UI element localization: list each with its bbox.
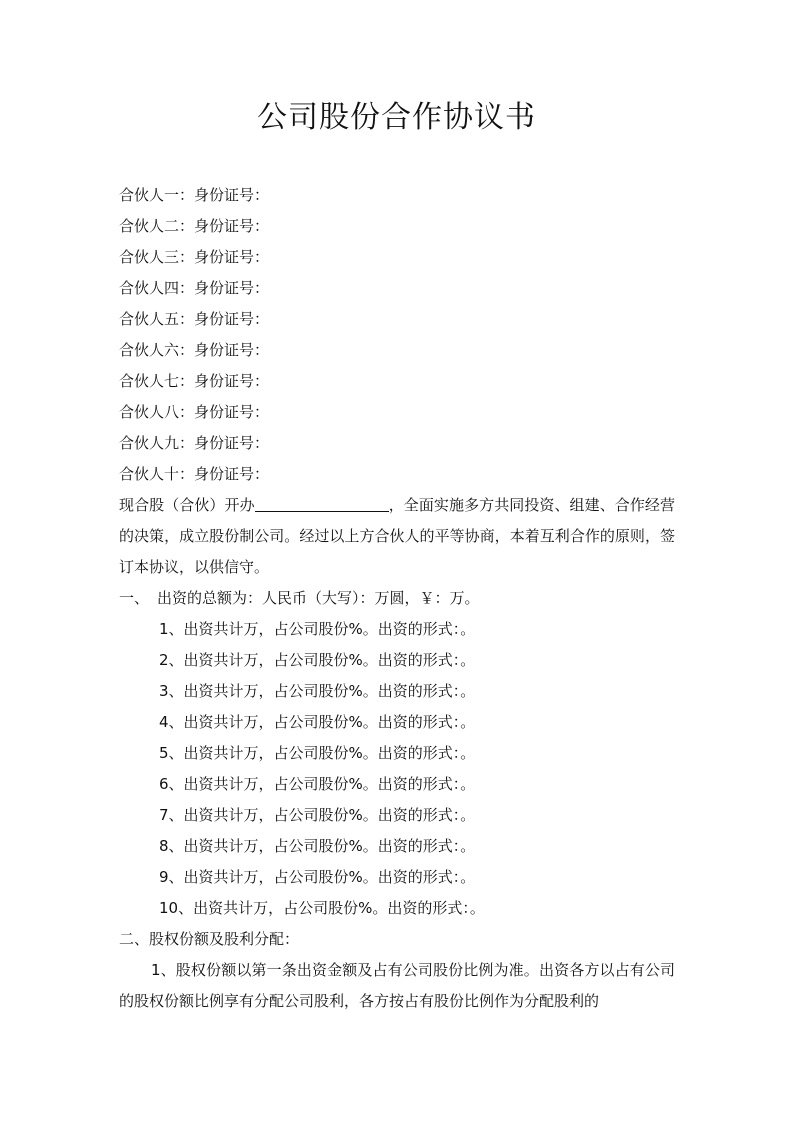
partner-line: 合伙人十：身份证号： (119, 465, 270, 483)
partner-line: 合伙人五：身份证号： (119, 310, 270, 328)
section1-heading-text: 出资的总额为：人民币（大写）：万圆，￥：万。 (157, 589, 480, 607)
document-title: 公司股份合作协议书 (257, 100, 536, 135)
section1-number: 一、 (119, 589, 150, 607)
contribution-item: 9、出资共计万，占公司股份%。出资的形式：。 (159, 868, 476, 886)
partner-line: 合伙人一：身份证号： (119, 186, 270, 204)
contribution-item: 3、出资共计万，占公司股份%。出资的形式：。 (159, 682, 476, 700)
contribution-item: 6、出资共计万，占公司股份%。出资的形式：。 (159, 775, 476, 793)
document-body (119, 180, 675, 1017)
company-name-blank (255, 495, 389, 512)
partner-line: 合伙人四：身份证号： (119, 279, 270, 297)
section1-heading (119, 583, 675, 614)
partner-line: 合伙人八：身份证号： (119, 403, 270, 421)
partner-line: 合伙人七：身份证号： (119, 372, 270, 390)
contribution-item: 4、出资共计万，占公司股份%。出资的形式：。 (159, 713, 476, 731)
contribution-item: 1、出资共计万，占公司股份%。出资的形式：。 (159, 620, 476, 638)
contribution-item: 8、出资共计万，占公司股份%。出资的形式：。 (159, 837, 476, 855)
section2-paragraph: 1、股权份额以第一条出资金额及占有公司股份比例为准。出资各方以占有公司的股权份额比例享有分配公司股利，各方按占有股份比例作为分配股利的 (119, 961, 675, 1010)
contribution-item: 10、出资共计万，占公司股份%。出资的形式：。 (159, 899, 485, 917)
partner-line: 合伙人二：身份证号： (119, 217, 270, 235)
intro-text-rest: ，全面实施多方共同投资、组建、合作经营的决策，成立股份制公司。经过以上方合伙人的平等协商，本着互利合作的原则，签订本协议，以供信守。 (119, 496, 675, 576)
partner-line: 合伙人三：身份证号： (119, 248, 270, 266)
partner-line: 合伙人九：身份证号： (119, 434, 270, 452)
section2-heading: 二、股权份额及股利分配： (119, 930, 300, 948)
contribution-item: 2、出资共计万，占公司股份%。出资的形式：。 (159, 651, 476, 669)
contribution-item: 5、出资共计万，占公司股份%。出资的形式：。 (159, 744, 476, 762)
partner-line: 合伙人六：身份证号： (119, 341, 270, 359)
intro-paragraph (119, 490, 675, 583)
intro-text-start: 现合股（合伙）开办 (119, 496, 255, 514)
contribution-item: 7、出资共计万，占公司股份%。出资的形式：。 (159, 806, 476, 824)
